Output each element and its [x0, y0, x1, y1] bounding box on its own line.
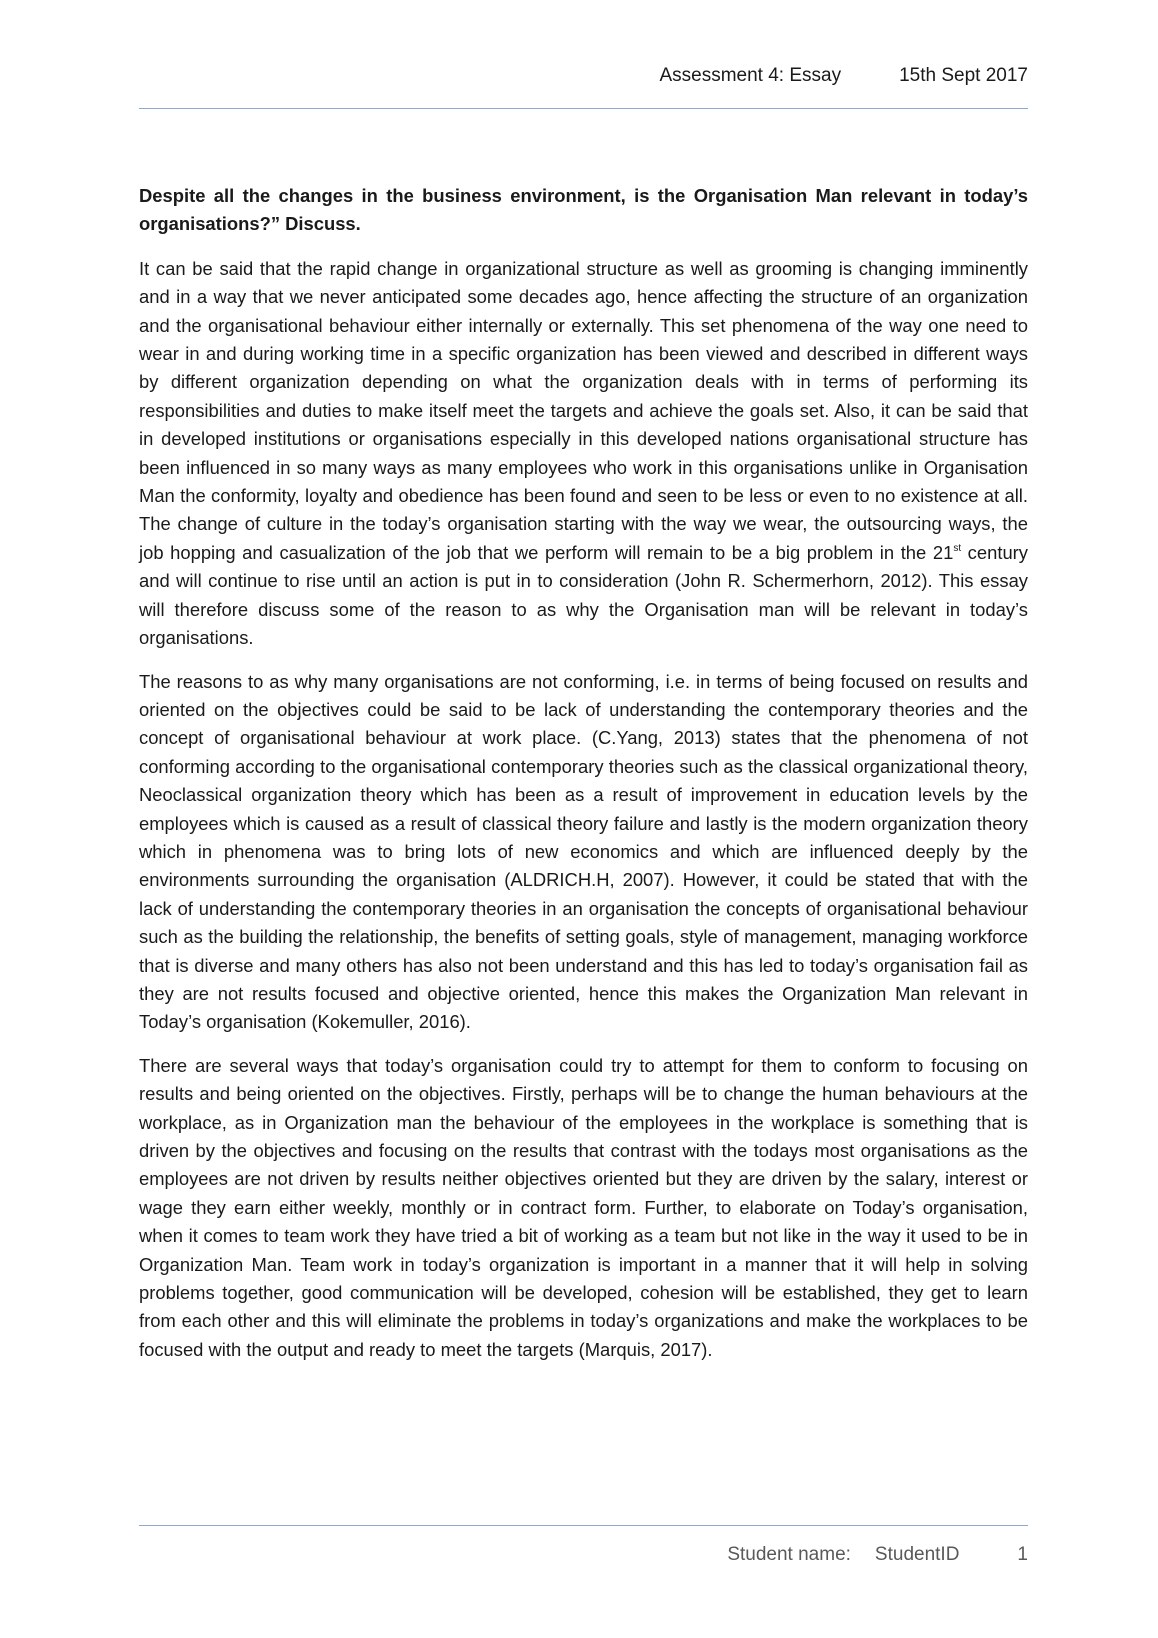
essay-body: [139, 182, 1028, 1379]
page-footer: [139, 1540, 1028, 1570]
header-date: 15th Sept 2017: [899, 65, 1028, 86]
essay-question-title: Despite all the changes in the business environment, is the Organisation Man relevant in today’s organisations?” Discuss.: [139, 185, 1028, 235]
ordinal-superscript: st: [953, 542, 962, 554]
essay-paragraph-3: There are several ways that today’s organisation could try to attempt for them to conform to focusing on results and being oriented on the objectives. Firstly, perhaps will be to change the human behaviours at the workplace, as in Organization man the behaviour of the employees in the workplace is something that is driven by the objectives and focusing on the results that contrast with the todays most organisations as the employees are not driven by results neither objectives oriented but they are driven by the salary, interest or wage they earn either weekly, monthly or in contract form. Further, to elaborate on Today’s organisation, when it comes to team work they have tried a bit of working as a team but not like in the way it used to be in Organization Man. Team work in today’s organization is important in a manner that it will help in solving problems together, good communication will be developed, cohesion will be established, they get to learn from each other and this will eliminate the problems in today’s organizations and make the workplaces to be focused with the output and ready to meet the targets (Marquis, 2017).: [139, 1054, 1028, 1360]
footer-page-number: 1: [1017, 1544, 1028, 1565]
paragraph-1-text-start: It can be said that the rapid change in organizational structure as well as grooming is changing imminently and in a way that we never anticipated some decades ago, hence affecting the structure of an organization and the organisational behaviour either internally or externally. This set phenomena of the way one need to wear in and during working time in a specific organization has been viewed and described in different ways by different organization depending on what the organization deals with in terms of performing its responsibilities and duties to make itself meet the targets and achieve the goals set. Also, it can be said that in developed institutions or organisations especially in this developed nations organisational structure has been influenced in so many ways as many employees who work in this organisations unlike in Organisation Man the conformity, loyalty and obedience has been found and seen to be less or even to no existence at all. The change of culture in the today’s organisation starting with the way we wear, the outsourcing ways, the job hopping and casualization of the job that we perform will remain to be a big problem in the 21: [139, 257, 1028, 563]
paragraph-1-text-end: century and will continue to rise until an action is put in to consideration (John R. Schermerhorn, 2012). This essay will therefore discuss some of the reason to as why the Organisation man will be relevant in today’s organisations.: [139, 541, 1028, 649]
essay-paragraph-1: [139, 255, 1028, 653]
footer-student-name-label: Student name:: [727, 1544, 851, 1565]
footer-divider: [139, 1525, 1028, 1526]
header-assessment-title: Assessment 4: Essay: [659, 65, 842, 86]
essay-paragraph-2: The reasons to as why many organisations are not conforming, i.e. in terms of being focused on results and oriented on the objectives could be said to be lack of understanding the contemporary theories and the concept of organisational behaviour at work place. (C.Yang, 2013) states that the phenomena of not conforming according to the organisational contemporary theories such as the classical organizational theory, Neoclassical organization theory which has been as a result of improvement in education levels by the employees which is caused as a result of classical theory failure and lastly is the modern organization theory which in phenomena was to bring lots of new economics and which are influenced deeply by the environments surrounding the organisation (ALDRICH.H, 2007). However, it could be stated that with the lack of understanding the contemporary theories in an organisation the concepts of organisational behaviour such as the building the relationship, the benefits of setting goals, style of management, managing workforce that is diverse and many others has also not been understand and this has led to today’s organisation fail as they are not results focused and objective oriented, hence this makes the Organization Man relevant in Today’s organisation (Kokemuller, 2016).: [139, 670, 1028, 1033]
header-divider: [139, 108, 1028, 109]
page-header: [139, 62, 1028, 90]
footer-student-id: StudentID: [874, 1544, 960, 1565]
